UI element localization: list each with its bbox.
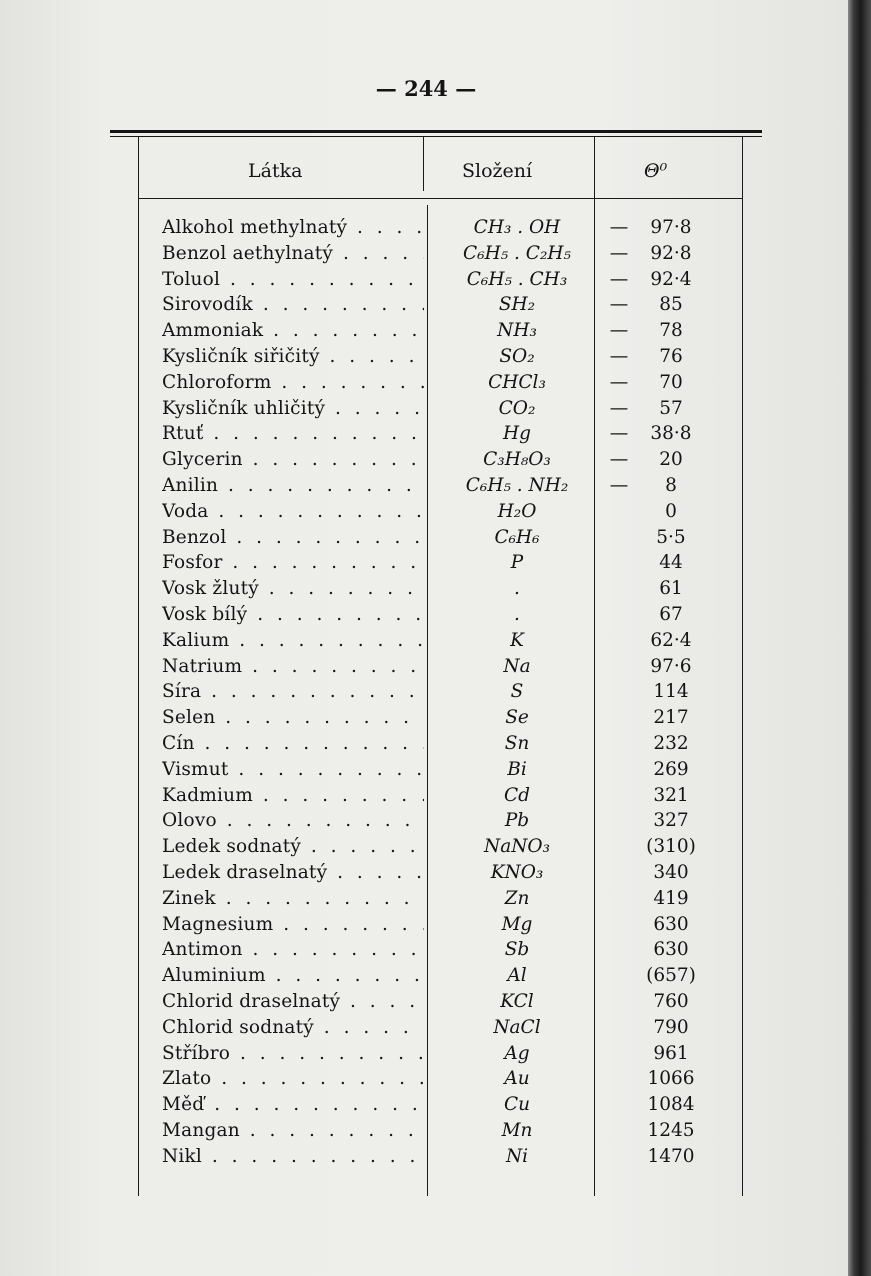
table-body (0, 215, 852, 1169)
chemical-formula: Mg (501, 913, 533, 935)
chemical-formula: C₆H₆ (494, 526, 540, 548)
melting-point-value: 38·8 (650, 423, 692, 445)
substance-name: Magnesium . . . (162, 912, 424, 937)
chemical-formula: P (510, 552, 524, 574)
table-row (0, 396, 852, 422)
table-row (0, 757, 852, 783)
melting-point-value: 57 (659, 397, 683, 419)
melting-point-value: 760 (653, 990, 689, 1012)
substance-name: Anilin . . . (162, 473, 424, 498)
header-rule (138, 198, 742, 199)
header-substance: Látka (248, 160, 303, 182)
chemical-formula: Mn (501, 1119, 533, 1141)
book-binding-edge (848, 0, 871, 1276)
table-row (0, 576, 852, 602)
chemical-formula: KCl (500, 990, 534, 1012)
chemical-formula: C₆H₅ . C₂H₅ (463, 242, 571, 264)
table-row (0, 989, 852, 1015)
table-row (0, 499, 852, 525)
value-sign: — (609, 294, 629, 316)
substance-name: Chlorid draselnatý . . . (162, 989, 424, 1014)
substance-name: Síra . . . (162, 679, 424, 704)
melting-point-value: 92·8 (650, 242, 692, 264)
table-row (0, 963, 852, 989)
table-row (0, 525, 852, 551)
substance-name: Benzol aethylnatý . . . (162, 241, 424, 266)
substance-name: Zlato . . . (162, 1066, 424, 1091)
value-sign: — (609, 397, 629, 419)
substance-name: Benzol . . . (162, 525, 424, 550)
chemical-formula: . (514, 578, 520, 600)
melting-point-value: 217 (653, 707, 689, 729)
value-sign: — (609, 345, 629, 367)
substance-name: Stříbro . . . (162, 1041, 424, 1066)
chemical-formula: Cd (504, 784, 530, 806)
melting-point-value: 340 (653, 861, 689, 883)
melting-point-value: 0 (665, 500, 677, 522)
value-sign: — (609, 474, 629, 496)
melting-point-value: (657) (646, 965, 696, 987)
substance-name: Chlorid sodnatý . . . (162, 1015, 424, 1040)
table-top-rule (110, 130, 762, 133)
chemical-formula: Al (507, 965, 527, 987)
table-row (0, 886, 852, 912)
chemical-formula: S (510, 681, 524, 703)
chemical-formula: Se (505, 707, 529, 729)
melting-point-value: 44 (659, 552, 683, 574)
table-row (0, 215, 852, 241)
melting-point-value: 5·5 (656, 526, 686, 548)
chemical-formula: H₂O (497, 500, 537, 522)
value-sign: — (609, 371, 629, 393)
melting-point-value: 1470 (647, 1145, 695, 1167)
substance-name: Selen . . . (162, 705, 424, 730)
table-row (0, 783, 852, 809)
chemical-formula: K (510, 629, 524, 651)
chemical-formula: Au (504, 1068, 530, 1090)
table-row (0, 1118, 852, 1144)
substance-name: Ledek sodnatý . . . (162, 834, 424, 859)
table-row (0, 705, 852, 731)
substance-name: Měď . . . (162, 1092, 424, 1117)
value-sign: — (609, 242, 629, 264)
table-row (0, 834, 852, 860)
table-row (0, 1015, 852, 1041)
table-row (0, 1041, 852, 1067)
chemical-formula: C₆H₅ . CH₃ (466, 268, 568, 290)
substance-name: Ammoniak . . . (162, 318, 424, 343)
value-sign: — (609, 320, 629, 342)
chemical-formula: . (514, 603, 520, 625)
chemical-formula: Ni (505, 1145, 529, 1167)
chemical-formula: Cu (503, 1094, 531, 1116)
table-row (0, 241, 852, 267)
substance-name: Kadmium . . . (162, 783, 424, 808)
table-row (0, 447, 852, 473)
chemical-formula: Ag (504, 1042, 530, 1064)
substance-name: Fosfor . . . (162, 550, 424, 575)
melting-point-value: 76 (659, 345, 683, 367)
table-row (0, 1144, 852, 1170)
chemical-formula: NaCl (493, 1016, 541, 1038)
table-row (0, 292, 852, 318)
substance-name: Vismut . . . (162, 757, 424, 782)
melting-point-value: 8 (665, 474, 677, 496)
chemical-formula: C₆H₅ . NH₂ (465, 474, 569, 496)
table-row (0, 1092, 852, 1118)
table-row (0, 318, 852, 344)
melting-point-value: 630 (653, 913, 689, 935)
substance-name: Antimon . . . (162, 937, 424, 962)
value-sign: — (609, 217, 629, 238)
value-sign: — (609, 268, 629, 290)
table-row (0, 628, 852, 654)
chemical-formula: Pb (504, 810, 530, 832)
substance-name: Voda . . . (162, 499, 424, 524)
substance-name: Kysličník siřičitý . . . (162, 344, 424, 369)
substance-name: Sirovodík . . . (162, 292, 424, 317)
substance-name: Nikl . . . (162, 1144, 424, 1169)
table-row (0, 1066, 852, 1092)
melting-point-value: 1245 (647, 1119, 695, 1141)
table-row (0, 679, 852, 705)
melting-point-value: 97·6 (650, 655, 692, 677)
chemical-formula: Bi (507, 758, 527, 780)
substance-name: Olovo . . . (162, 808, 424, 833)
melting-point-value: 790 (653, 1016, 689, 1038)
substance-name: Toluol . . . (162, 267, 424, 292)
substance-name: Chloroform . . . (162, 370, 424, 395)
substance-name: Mangan . . . (162, 1118, 424, 1143)
value-sign: — (609, 423, 629, 445)
melting-point-value: 232 (653, 732, 689, 754)
melting-point-value: 419 (653, 887, 689, 909)
chemical-formula: Na (503, 655, 531, 677)
table-row (0, 344, 852, 370)
substance-name: Ledek draselnatý . . . (162, 860, 424, 885)
chemical-formula: CH₃ . OH (473, 217, 561, 238)
table-top-rule-thin (110, 136, 762, 137)
table-row (0, 370, 852, 396)
melting-point-value: 269 (653, 758, 689, 780)
value-sign: — (609, 449, 629, 471)
chemical-formula: SO₂ (499, 345, 535, 367)
melting-point-value: 1084 (647, 1094, 695, 1116)
melting-point-value: 321 (653, 784, 689, 806)
substance-name: Natrium . . . (162, 654, 424, 679)
chemical-formula: C₃H₈O₃ (483, 449, 551, 471)
substance-name: Alkohol methylnatý . . . (162, 215, 424, 240)
header-melting-temperature: Θ⁰ (644, 160, 668, 182)
table-row (0, 937, 852, 963)
melting-point-value: 630 (653, 939, 689, 961)
chemical-formula: Hg (503, 423, 531, 445)
substance-name: Vosk bílý . . . (162, 602, 424, 627)
melting-point-value: 1066 (647, 1068, 695, 1090)
melting-point-value: 97·8 (650, 217, 692, 238)
chemical-formula: CO₂ (498, 397, 536, 419)
substance-name: Rtuť . . . (162, 421, 424, 446)
chemical-formula: SH₂ (498, 294, 536, 316)
chemical-formula: KNO₃ (490, 861, 544, 883)
melting-point-value: 114 (653, 681, 689, 703)
table-row (0, 602, 852, 628)
table-row (0, 267, 852, 293)
chemical-formula: CHCl₃ (488, 371, 546, 393)
page-number: — 244 — (375, 76, 477, 101)
melting-point-value: 20 (659, 449, 683, 471)
table-row (0, 912, 852, 938)
melting-point-value: 70 (659, 371, 683, 393)
melting-point-value: 961 (653, 1042, 689, 1064)
substance-name: Aluminium . . . (162, 963, 424, 988)
melting-point-value: 92·4 (650, 268, 692, 290)
chemical-formula: Zn (504, 887, 530, 909)
table-row (0, 731, 852, 757)
chemical-formula: NaNO₃ (484, 836, 550, 858)
melting-point-value: 85 (659, 294, 683, 316)
melting-point-value: 327 (653, 810, 689, 832)
melting-point-value: 67 (659, 603, 683, 625)
chemical-formula: Sn (504, 732, 530, 754)
table-row (0, 421, 852, 447)
header-composition: Složení (462, 160, 533, 182)
substance-name: Glycerin . . . (162, 447, 424, 472)
table-row (0, 654, 852, 680)
table-row (0, 473, 852, 499)
melting-point-value: 61 (659, 578, 683, 600)
column-divider-substance (423, 136, 424, 191)
chemical-formula: Sb (504, 939, 530, 961)
melting-point-value: (310) (646, 836, 696, 858)
chemical-formula: NH₃ (497, 320, 537, 342)
table-row (0, 808, 852, 834)
substance-name: Cín . . . (162, 731, 424, 756)
table-row (0, 550, 852, 576)
substance-name: Zinek . . . (162, 886, 424, 911)
table-row (0, 860, 852, 886)
melting-point-value: 78 (659, 320, 683, 342)
substance-name: Kalium . . . (162, 628, 424, 653)
melting-point-value: 62·4 (650, 629, 692, 651)
substance-name: Kysličník uhličitý . . . (162, 396, 424, 421)
substance-name: Vosk žlutý . . . (162, 576, 424, 601)
